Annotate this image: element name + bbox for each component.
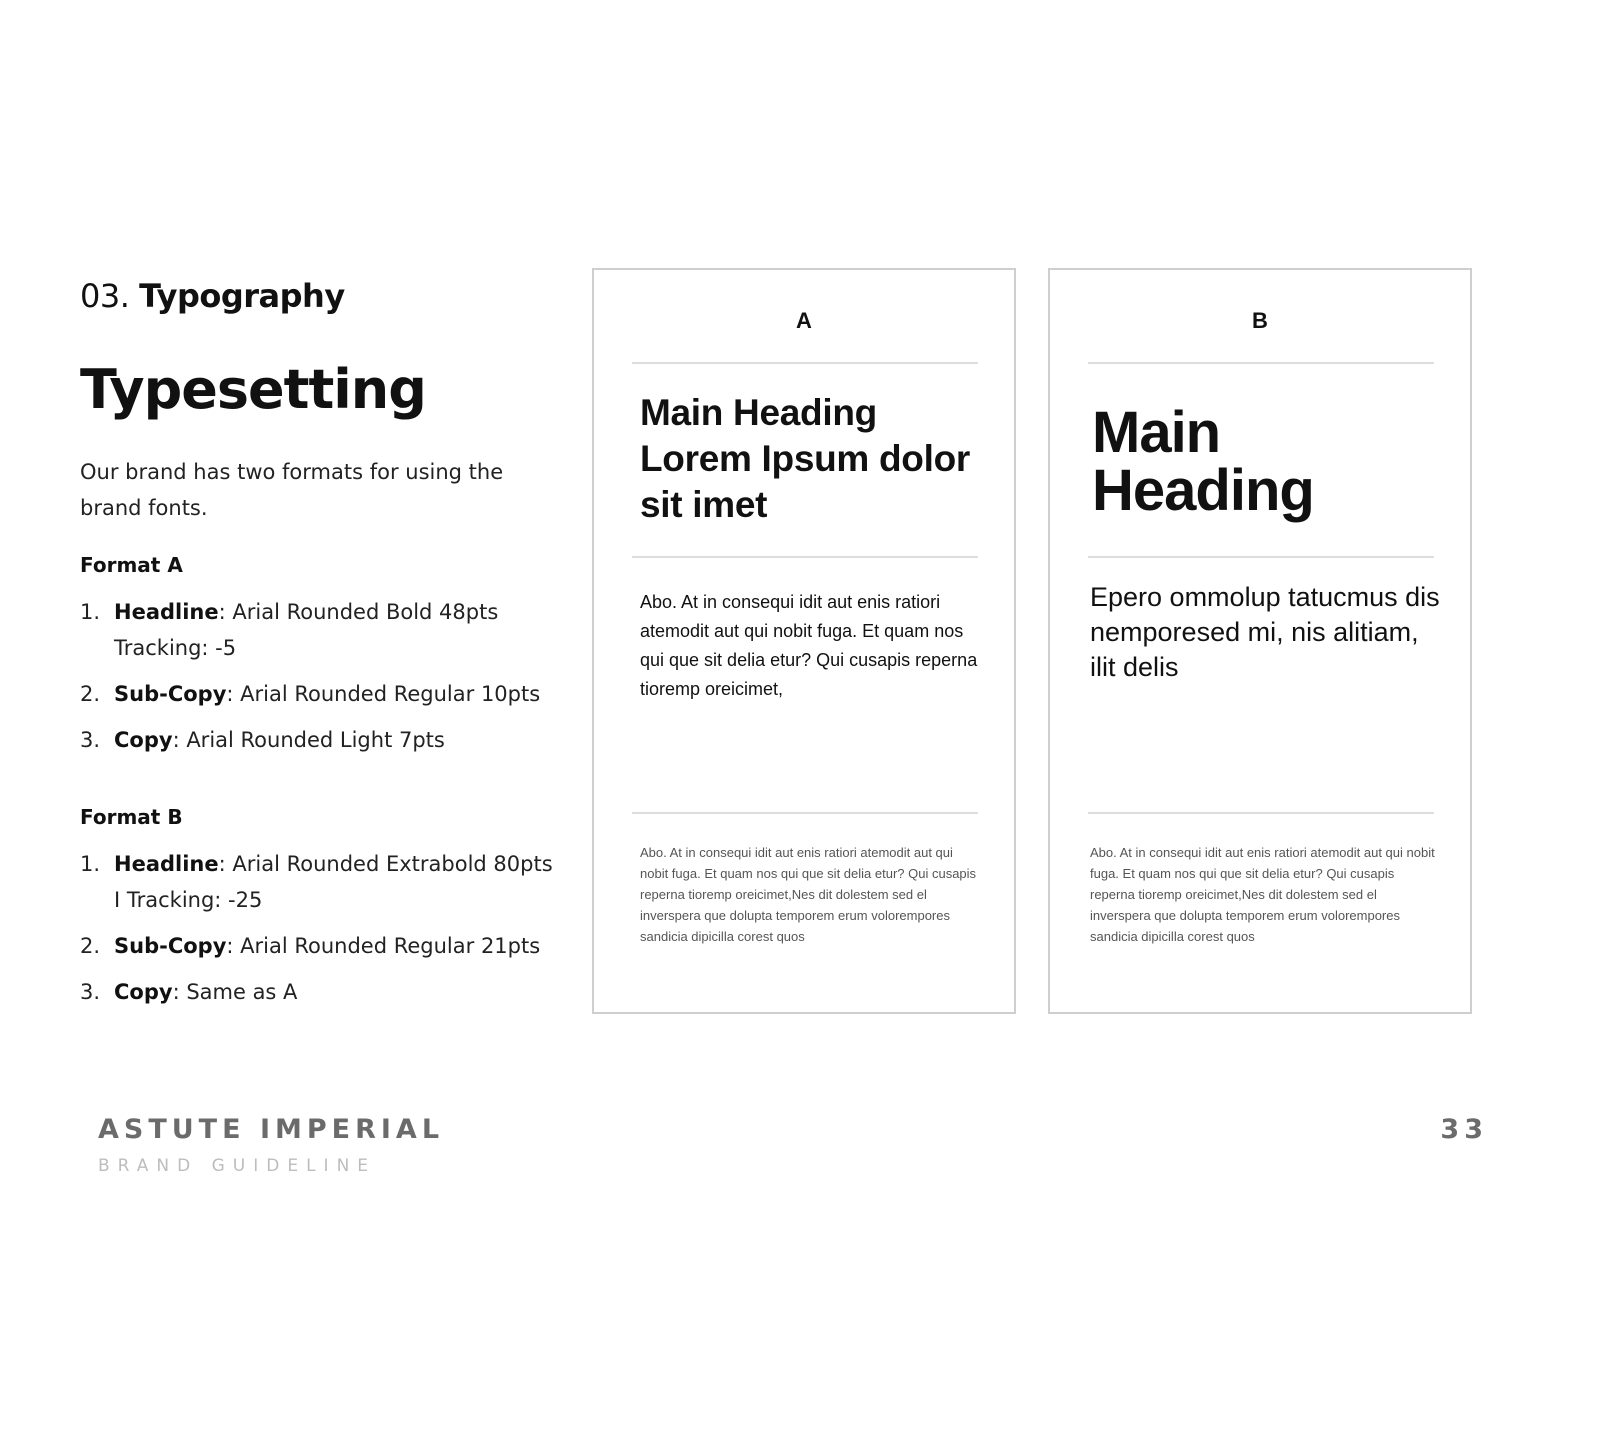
list-text [114,722,445,758]
page-number: 33 [1440,1114,1488,1145]
spec-term: Copy [114,980,173,1004]
list-number: 2. [80,682,101,706]
list-item [80,974,560,1010]
list-text [114,846,560,918]
brand-subtitle: BRAND GUIDELINE [98,1156,377,1176]
divider [632,812,978,814]
card-letter: A [796,308,812,333]
divider [1088,556,1434,558]
sample-subcopy: Abo. At in consequi idit aut enis ratiori atemodit aut qui nobit fuga. Et quam nos qui que sit delia etur? Qui cusapis reperna tioremp oreicimet, [640,592,978,699]
list-item [80,928,560,964]
spec-value: : Same as A [172,980,298,1004]
list-item [80,846,560,918]
spec-value: : Arial Rounded Light 7pts [172,728,445,752]
divider [632,362,978,364]
section-number: 03. [80,277,130,315]
format-b-card [1048,268,1472,1014]
format-b-title: Format B [80,805,183,829]
brand-name: ASTUTE IMPERIAL [98,1114,445,1145]
divider [1088,812,1434,814]
sample-headline: Main Heading [1092,400,1314,523]
list-number: 1. [80,600,101,624]
format-b-section [80,802,560,1010]
spec-term: Copy [114,728,173,752]
intro-text: Our brand has two formats for using the brand fonts. [80,460,504,520]
section-name: Typography [139,277,345,315]
list-item [80,594,560,666]
spec-term: Headline [114,852,219,876]
divider [632,556,978,558]
list-item [80,722,560,758]
list-text [114,974,297,1010]
list-number: 3. [80,728,101,752]
list-number: 3. [80,980,101,1004]
format-a-list [80,594,560,758]
spec-value: : Arial Rounded Bold 48pts Tracking: -5 [114,600,499,660]
section-label [80,270,560,322]
list-item [80,676,560,712]
spec-term: Headline [114,600,219,624]
spec-term: Sub-Copy [114,934,227,958]
spec-value: : Arial Rounded Regular 21pts [226,934,541,958]
sample-subcopy: Epero ommolup tatucmus dis nemporesed mi, nis alitiam, ilit delis [1090,582,1440,682]
list-number: 2. [80,934,101,958]
list-text [114,676,540,712]
format-a-card [592,268,1016,1014]
sample-copy: Abo. At in consequi idit aut enis ratiori atemodit aut qui nobit fuga. Et quam nos qui que sit delia etur? Qui cusapis reperna tioremp oreicimet,Nes dit dolestem sed el inverspera que dolupta temporem erum volorempores sandicia dipicilla corest quos [1090,845,1435,944]
list-text [114,928,540,964]
sample-headline: Main Heading Lorem Ipsum dolor sit imet [640,392,970,525]
list-number: 1. [80,852,101,876]
page-title: Typesetting [80,358,426,421]
format-a-section [80,550,560,758]
spec-value: : Arial Rounded Regular 10pts [226,682,541,706]
list-text [114,594,560,666]
brand-footer [98,1112,444,1180]
typesetting-panel [80,270,560,1020]
card-letter: B [1252,308,1268,333]
format-a-title: Format A [80,553,183,577]
sample-copy: Abo. At in consequi idit aut enis ratiori atemodit aut qui nobit fuga. Et quam nos qui que sit delia etur? Qui cusapis reperna tioremp oreicimet,Nes dit dolestem sed el inverspera que dolupta temporem erum volorempores sandicia dipicilla corest quos [640,845,977,944]
format-b-list [80,846,560,1010]
spec-term: Sub-Copy [114,682,227,706]
divider [1088,362,1434,364]
spec-value: : Arial Rounded Extrabold 80pts I Tracking: -25 [114,852,553,912]
